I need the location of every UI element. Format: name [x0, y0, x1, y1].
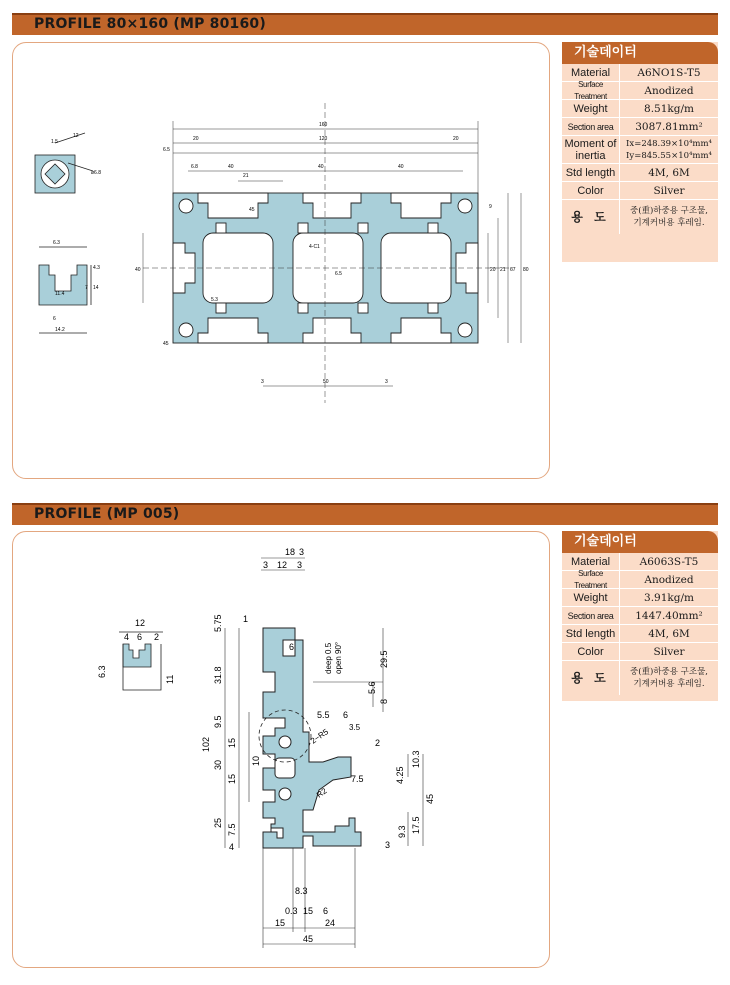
dim-label: 45 — [249, 207, 255, 213]
dim-label: 6 — [289, 642, 295, 652]
dim-label: 6.5 — [163, 147, 170, 153]
spec-label: Weight — [562, 589, 620, 606]
dim-label: 3 — [297, 560, 303, 570]
dim-label: 17.5 — [411, 816, 421, 834]
spec-value: Silver — [653, 645, 685, 658]
section1-title: PROFILE 80×160 (MP 80160) — [34, 16, 266, 32]
spec-row-usage — [562, 200, 718, 234]
dim-label: 2−R5 — [308, 727, 331, 746]
spec-value: Silver — [653, 184, 685, 197]
spec-label: 용 도 — [562, 200, 620, 234]
spec-value-line: 기계커버용 후레임. — [633, 218, 705, 228]
dim-label: 45 — [303, 934, 314, 944]
dim-label: 40 — [398, 164, 404, 170]
spec-value-line: Ix=248.39×10⁴mm⁴ — [626, 138, 712, 149]
dim-label: 12 — [73, 133, 79, 139]
dim-label: R2 — [314, 786, 329, 800]
dim-label: 4.3 — [93, 265, 100, 271]
dim-label: 50 — [323, 379, 329, 385]
section2-title: PROFILE (MP 005) — [34, 506, 180, 522]
dim-label: 31.8 — [213, 666, 223, 684]
dim-label: 4 — [124, 632, 130, 642]
dim-label: 9.3 — [397, 825, 407, 838]
spec-row-weight — [562, 100, 718, 118]
spec-value: 4M, 6M — [648, 166, 690, 179]
dim-label: 7.5 — [351, 774, 364, 784]
dim-label: 9 — [489, 204, 492, 210]
dim-label: 11.4 — [55, 291, 65, 297]
dim-label: 12 — [277, 560, 288, 570]
dim-label: 4-C1 — [309, 244, 320, 250]
dim-label: 20 — [193, 136, 199, 142]
spec-value — [620, 136, 718, 163]
spec-label: Material — [562, 553, 620, 570]
dim-label: 2 — [154, 632, 160, 642]
dim-label: 14 — [93, 285, 99, 291]
dim-label: 80 — [523, 267, 529, 273]
spec-label: Section area — [562, 607, 620, 624]
spec-value-line: 중(重)하중용 구조물, — [629, 206, 708, 216]
spec-title: 기술데이터 — [562, 531, 718, 553]
spec-value-line: Iy=845.55×10⁴mm⁴ — [626, 150, 712, 161]
dim-label: 6.8 — [191, 164, 198, 170]
dim-label: 6 — [323, 906, 329, 916]
spec-value: Anodized — [644, 573, 694, 586]
dim-label: 5.3 — [211, 297, 218, 303]
dim-label: 40 — [318, 164, 324, 170]
section2-profile-drawing — [13, 532, 548, 966]
dim-label: 15 — [227, 737, 237, 748]
spec-value: A6NO1S-T5 — [637, 66, 701, 79]
dim-label: 45 — [425, 793, 435, 804]
spec-row-section-area — [562, 118, 718, 136]
spec-value: 8.51kg/m — [644, 102, 694, 115]
spec-label: Std length — [562, 625, 620, 642]
dim-label: 6.5 — [335, 271, 342, 277]
dim-label: 30 — [213, 759, 223, 770]
spec-label: Std length — [562, 164, 620, 181]
dim-label: 120 — [319, 136, 328, 142]
spec-row-usage — [562, 661, 718, 695]
dim-label: 0.3 — [285, 906, 298, 916]
section2-spec-table — [562, 531, 718, 701]
spec-value-line: 중(重)하중용 구조물, — [629, 667, 708, 677]
dim-label: 40 — [228, 164, 234, 170]
section1-profile-drawing — [13, 43, 548, 477]
dim-label: 12 — [135, 618, 146, 628]
dim-label: 40 — [135, 267, 141, 273]
dim-label: 20 — [490, 267, 496, 273]
dim-label: 6 — [53, 316, 56, 322]
dim-label: 45 — [163, 341, 169, 347]
spec-title: 기술데이터 — [562, 42, 718, 64]
dim-label: 11 — [165, 674, 175, 684]
dim-label: 5.6 — [367, 681, 377, 694]
dim-label: 5.75 — [213, 614, 223, 632]
spec-label: Material — [562, 64, 620, 81]
dim-label: 9.5 — [213, 715, 223, 728]
dim-label: 160 — [319, 122, 328, 128]
dim-label: 3 — [385, 840, 391, 850]
dim-label: 14.2 — [55, 327, 65, 333]
dim-label: 6 — [343, 710, 349, 720]
spec-label: Section area — [562, 118, 620, 135]
dim-label: 3 — [299, 547, 305, 557]
dim-label: 6.3 — [97, 665, 107, 678]
dim-label: 15 — [303, 906, 314, 916]
spec-label: Surface Treatment — [562, 82, 620, 99]
dim-label: 3 — [263, 560, 269, 570]
spec-row-section-area — [562, 607, 718, 625]
spec-row-weight — [562, 589, 718, 607]
spec-value: 3.91kg/m — [644, 591, 694, 604]
spec-value — [620, 661, 718, 695]
section1-spec-table — [562, 42, 718, 262]
dim-label: ø6.8 — [91, 170, 102, 176]
dim-label: 10.3 — [411, 750, 421, 768]
spec-row-inertia — [562, 136, 718, 164]
section2-header-bar — [12, 503, 718, 525]
spec-value — [620, 200, 718, 234]
spec-label: Color — [562, 182, 620, 199]
spec-value: Anodized — [644, 84, 694, 97]
dim-label: 1.5 — [51, 139, 58, 145]
dim-label: 102 — [201, 736, 211, 752]
dim-label: 3.5 — [349, 723, 361, 732]
dim-label: 21 — [500, 267, 506, 273]
dim-label: 8 — [379, 698, 389, 704]
spec-value: 3087.81mm² — [635, 120, 703, 133]
dim-label: 3 — [261, 379, 264, 385]
dim-label: 6 — [137, 632, 143, 642]
dim-label: 21 — [243, 173, 249, 179]
dim-label: 67 — [510, 267, 516, 273]
section2-drawing-frame — [12, 531, 550, 968]
mp005-dimension-lines — [225, 558, 423, 948]
dim-label: 29.5 — [379, 650, 389, 668]
dim-label: 10 — [251, 755, 261, 766]
spec-row-std-length — [562, 625, 718, 643]
dim-label: 3 — [385, 379, 388, 385]
dim-label: 18 — [285, 547, 296, 557]
dim-label: 4.25 — [395, 766, 405, 784]
dim-label: 15 — [227, 773, 237, 784]
spec-value: 1447.40mm² — [635, 609, 703, 622]
spec-row-color — [562, 182, 718, 200]
dim-label: 7.5 — [227, 823, 237, 836]
detail-slot-section — [39, 247, 91, 333]
spec-label: Color — [562, 643, 620, 660]
dim-label: open 90° — [334, 641, 343, 674]
spec-row-surface — [562, 79, 718, 101]
spec-label: Weight — [562, 100, 620, 117]
dim-label: 20 — [453, 136, 459, 142]
spec-value: 4M, 6M — [648, 627, 690, 640]
spec-label: Moment of inertia — [562, 136, 620, 163]
spec-value: A6063S-T5 — [639, 555, 699, 568]
dim-label: 24 — [325, 918, 336, 928]
spec-label: Surface Treatment — [562, 571, 620, 588]
spec-label: 용 도 — [562, 661, 620, 695]
section1-drawing-frame — [12, 42, 550, 479]
dim-label: 7 — [85, 285, 88, 291]
detail-bolt-slot — [35, 133, 93, 193]
dim-label: 6.3 — [53, 240, 60, 246]
spec-row-surface — [562, 568, 718, 590]
dim-label: 1 — [243, 614, 249, 624]
spec-row-std-length — [562, 164, 718, 182]
spec-row-color — [562, 643, 718, 661]
dim-label: deep 0.5 — [324, 642, 333, 674]
spec-value-line: 기계커버용 후레임. — [633, 679, 705, 689]
dim-label: 15 — [275, 918, 286, 928]
dim-label: 2 — [375, 738, 381, 748]
section1-header-bar — [12, 13, 718, 35]
dim-label: 5.5 — [317, 710, 330, 720]
dim-label: 25 — [213, 817, 223, 828]
dim-label: 4 — [229, 842, 235, 852]
dim-label: 8.3 — [295, 886, 308, 896]
